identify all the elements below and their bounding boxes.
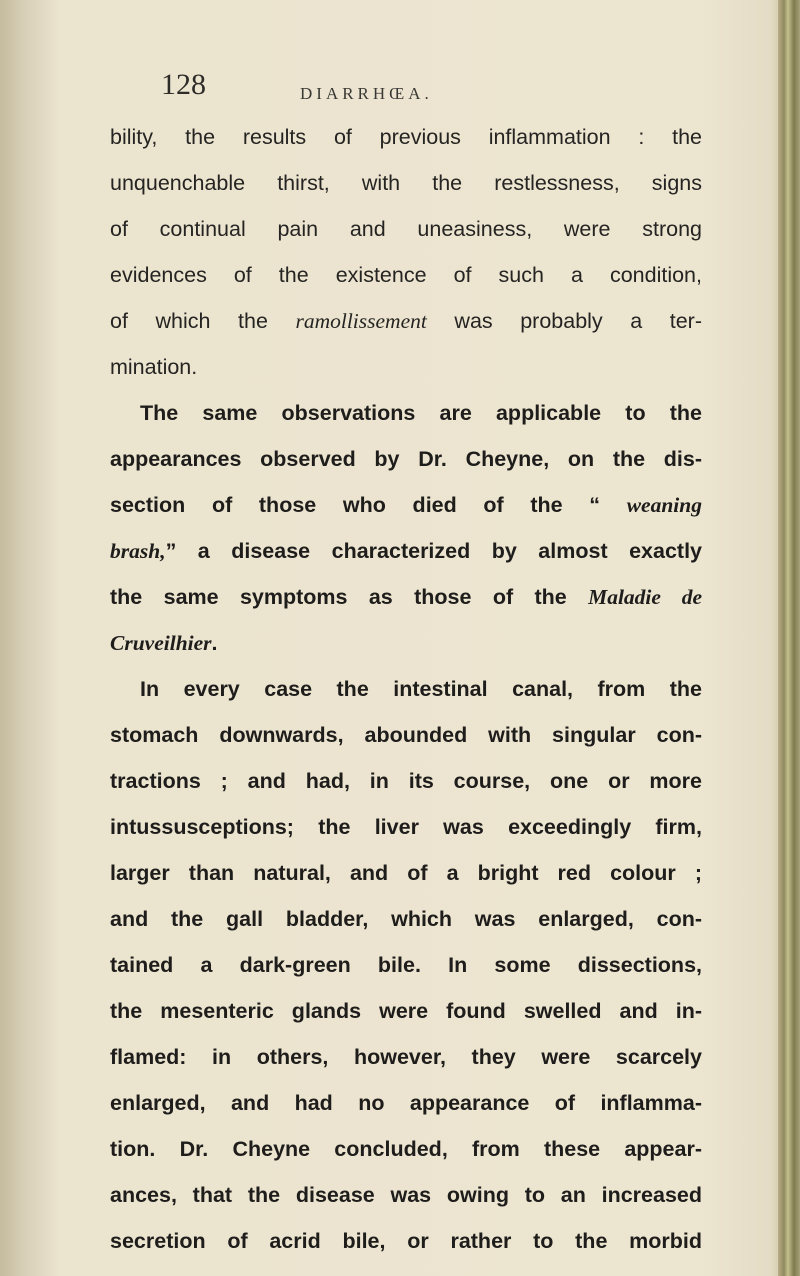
- italic-term: Cruveilhier: [110, 631, 212, 655]
- italic-term: brash,: [110, 539, 166, 563]
- text-line: evidences of the existence of such a condition,: [110, 263, 702, 287]
- text-line: of which the ramollissement was probably a ter-: [110, 309, 702, 333]
- text-line: The same observations are applicable to the: [140, 401, 702, 425]
- text-line: mination.: [110, 355, 198, 379]
- running-head: DIARRHŒA.: [300, 84, 433, 103]
- text-line: stomach downwards, abounded with singular con-: [110, 723, 702, 747]
- text-line: In every case the intestinal canal, from the: [140, 677, 702, 701]
- text-line: Cruveilhier.: [110, 631, 218, 655]
- text-line: tractions ; and had, in its course, one or more: [110, 769, 702, 793]
- text-line: the same symptoms as those of the Maladie de: [110, 585, 702, 609]
- text-line: tion. Dr. Cheyne concluded, from these appear-: [110, 1137, 702, 1161]
- text-line: secretion of acrid bile, or rather to the morbid: [110, 1229, 702, 1253]
- text-line: and the gall bladder, which was enlarged, con-: [110, 907, 702, 931]
- text-line: the mesenteric glands were found swelled and in-: [110, 999, 702, 1023]
- text-line: of continual pain and uneasiness, were strong: [110, 217, 702, 241]
- book-spine-edge: [778, 0, 800, 1276]
- text-line: bility, the results of previous inflammation : the: [110, 125, 702, 149]
- text-line: section of those who died of the “ weaning: [110, 493, 702, 517]
- text-line: brash,” a disease characterized by almost exactly: [110, 539, 702, 563]
- italic-term: Maladie de: [588, 585, 702, 609]
- text-line: tained a dark-green bile. In some dissections,: [110, 953, 702, 977]
- text-line: larger than natural, and of a bright red colour ;: [110, 861, 702, 885]
- text-line: unquenchable thirst, with the restlessness, signs: [110, 171, 702, 195]
- text-line: enlarged, and had no appearance of inflamma-: [110, 1091, 702, 1115]
- italic-term: weaning: [626, 493, 702, 517]
- text-line: appearances observed by Dr. Cheyne, on the dis-: [110, 447, 702, 471]
- page-number: 128: [161, 68, 206, 101]
- gutter-shadow: [0, 0, 60, 1276]
- text-line: intussusceptions; the liver was exceedingly firm,: [110, 815, 702, 839]
- italic-term: ramollissement: [295, 309, 427, 333]
- text-line: ances, that the disease was owing to an increased: [110, 1183, 702, 1207]
- text-line: flamed: in others, however, they were scarcely: [110, 1045, 702, 1069]
